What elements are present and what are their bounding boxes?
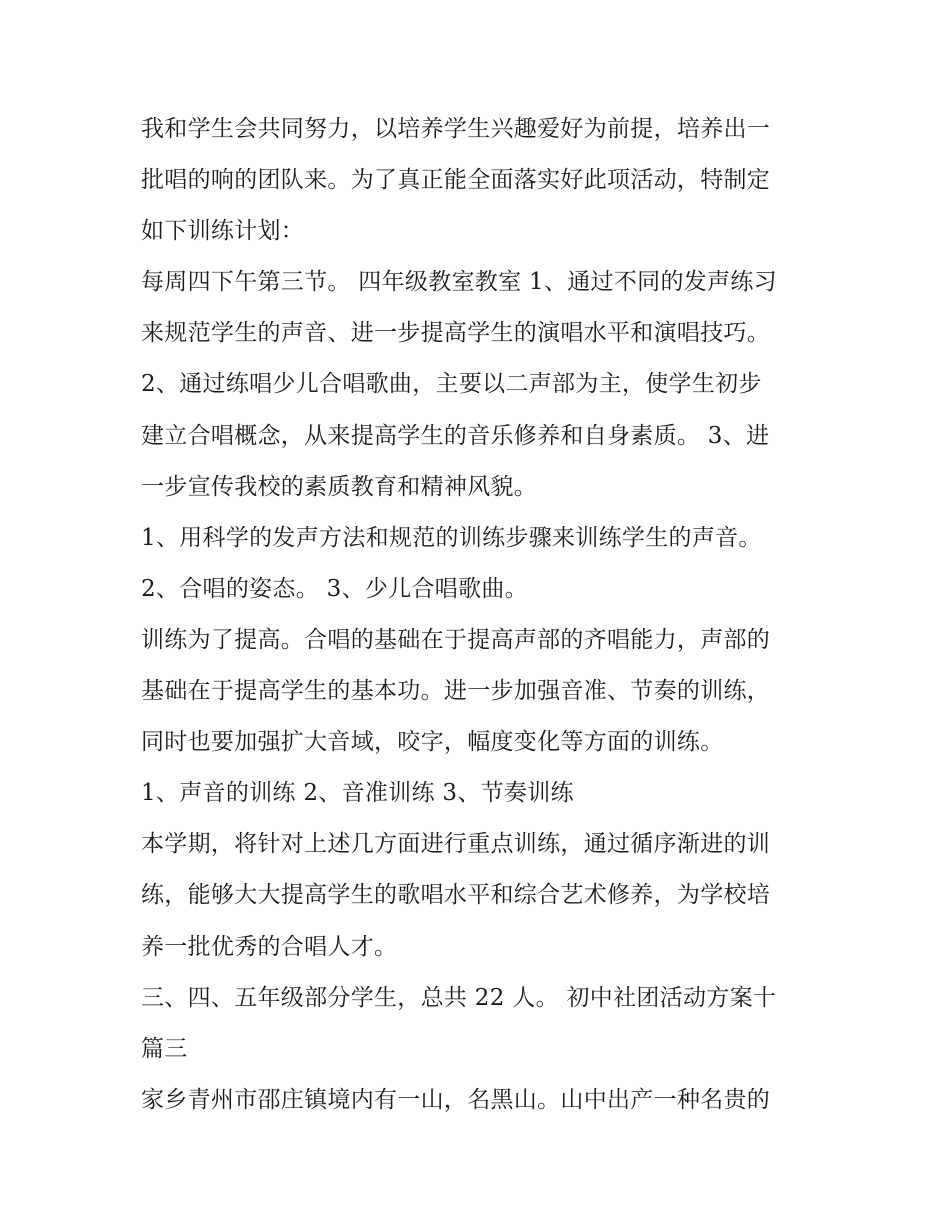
text-line: 每周四下午第三节。 四年级教室教室 1、通过不同的发声练习 <box>141 269 777 296</box>
text-line: 练，能够大大提高学生的歌唱水平和综合艺术修养，为学校培 <box>141 882 771 909</box>
text-line: 同时也要加强扩大音域，咬字，幅度变化等方面的训练。 <box>141 729 724 756</box>
document-body <box>141 104 821 1126</box>
text-line: 训练为了提高。合唱的基础在于提高声部的齐唱能力，声部的 <box>141 626 771 653</box>
text-line: 三、四、五年级部分学生，总共 22 人。 初中社团活动方案十 <box>141 984 777 1011</box>
text-line: 1、用科学的发声方法和规范的训练步骤来训练学生的声音。 <box>141 524 762 551</box>
text-line: 一步宣传我校的素质教育和精神风貌。 <box>141 473 538 500</box>
text-line: 本学期，将针对上述几方面进行重点训练，通过循序渐进的训 <box>141 831 771 858</box>
text-line: 建立合唱概念，从来提高学生的音乐修养和自身素质。 3、进 <box>141 422 770 449</box>
text-line: 家乡青州市邵庄镇境内有一山，名黑山。山中出产一种名贵的 <box>141 1086 771 1113</box>
text-line: 篇三 <box>141 1035 188 1062</box>
text-line: 如下训练计划： <box>141 218 305 245</box>
text-line: 基础在于提高学生的基本功。进一步加强音准、节奏的训练， <box>141 678 771 705</box>
text-line: 2、合唱的姿态。 3、少儿合唱歌曲。 <box>141 575 528 602</box>
text-line: 我和学生会共同努力，以培养学生兴趣爱好为前提，培养出一 <box>141 116 771 142</box>
text-line: 2、通过练唱少儿合唱歌曲，主要以二声部为主，使学生初步 <box>141 371 762 398</box>
text-line: 养一批优秀的合唱人才。 <box>141 933 398 960</box>
text-line: 批唱的响的团队来。为了真正能全面落实好此项活动，特制定 <box>141 167 771 194</box>
text-line: 来规范学生的声音、进一步提高学生的演唱水平和演唱技巧。 <box>141 320 771 347</box>
text-line: 1、声音的训练 2、音准训练 3、节奏训练 <box>141 780 574 807</box>
